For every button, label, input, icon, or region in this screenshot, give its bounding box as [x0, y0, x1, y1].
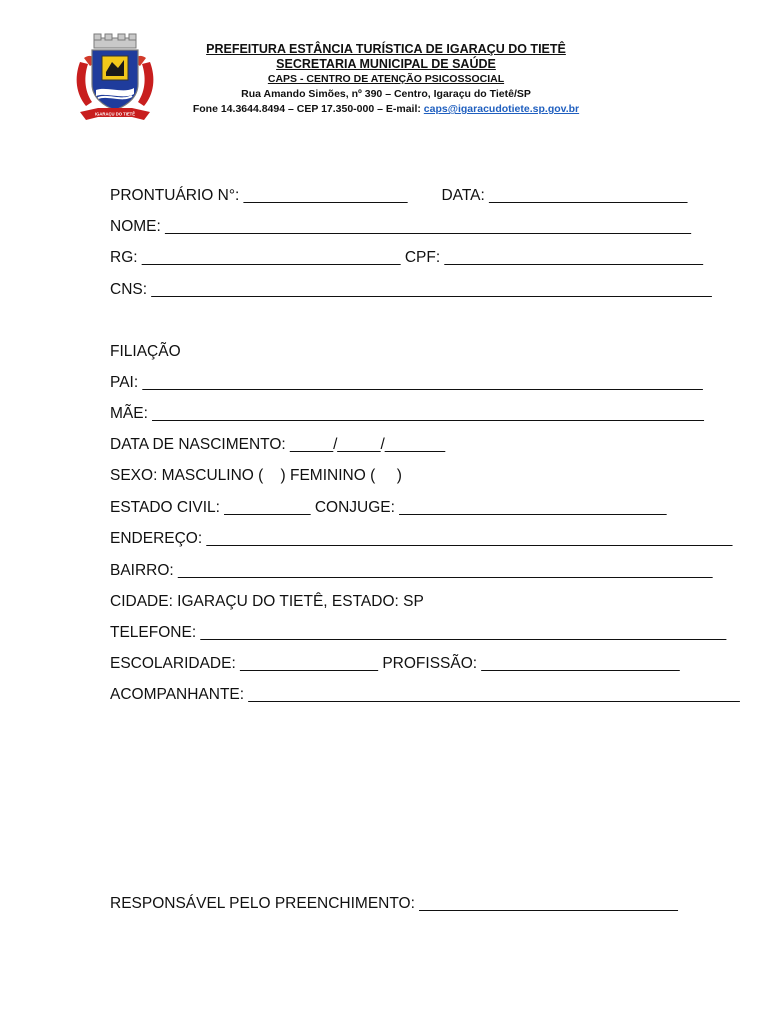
cns-label: CNS: [110, 281, 148, 298]
letterhead-contact [166, 102, 606, 117]
letterhead-caps: CAPS - CENTRO DE ATENÇÃO PSICOSSOCIAL [267, 73, 505, 85]
form-row-rg-cpf [110, 248, 703, 268]
form-row-nome [110, 217, 691, 237]
bairro-field[interactable]: ______________________________________________________________ [178, 562, 713, 579]
form-row-cns [110, 280, 712, 300]
acompanhante-label: ACOMPANHANTE: [110, 686, 245, 703]
mae-field[interactable]: ________________________________________________________________ [152, 405, 704, 422]
nome-label: NOME: [110, 218, 161, 235]
form-row-endereco [110, 529, 732, 549]
acompanhante-field[interactable]: _________________________________________________________ [248, 686, 740, 703]
estado-civil-label: ESTADO CIVIL: [110, 499, 220, 516]
profissao-label: PROFISSÃO: [382, 655, 478, 672]
coat-of-arms-icon [72, 32, 158, 128]
nascimento-field[interactable]: _____/_____/_______ [290, 436, 446, 453]
prontuario-field[interactable]: ___________________ [243, 187, 408, 204]
form-row-cidade: CIDADE: IGARAÇU DO TIETÊ, ESTADO: SP [110, 593, 424, 610]
letterhead-prefeitura: PREFEITURA ESTÂNCIA TURÍSTICA DE IGARAÇU DO TIETÊ [206, 42, 566, 56]
letterhead-address: Rua Amando Simões, nº 390 – Centro, Igaraçu do Tietê/SP [241, 88, 531, 100]
prontuario-label: PRONTUÁRIO N°: [110, 187, 240, 204]
email-link[interactable]: caps@igaracudotiete.sp.gov.br [423, 103, 580, 115]
letterhead-phone-cep: Fone 14.3644.8494 – CEP 17.350-000 – E-mail: [192, 103, 424, 115]
estado-civil-field[interactable]: __________ [224, 499, 311, 516]
escolaridade-label: ESCOLARIDADE: [110, 655, 236, 672]
mae-label: MÃE: [110, 405, 148, 422]
data-field[interactable]: _______________________ [489, 187, 688, 204]
conjuge-field[interactable]: _______________________________ [399, 499, 667, 516]
bairro-label: BAIRRO: [110, 562, 174, 579]
form-row-estado-civil [110, 498, 666, 518]
letterhead-secretaria: SECRETARIA MUNICIPAL DE SAÚDE [276, 57, 496, 71]
form-row-telefone [110, 623, 726, 643]
form-row-pai [110, 373, 703, 393]
endereco-field[interactable]: _____________________________________________________________ [206, 530, 733, 547]
pai-label: PAI: [110, 374, 139, 391]
telefone-field[interactable]: _____________________________________________________________ [200, 624, 727, 641]
responsavel-label: RESPONSÁVEL PELO PREENCHIMENTO: [110, 895, 415, 912]
conjuge-label: CONJUGE: [314, 499, 395, 516]
letterhead [166, 42, 606, 117]
filiacao-heading: FILIAÇÃO [110, 343, 181, 360]
responsavel-field[interactable]: ______________________________ [419, 895, 678, 912]
nascimento-label: DATA DE NASCIMENTO: [110, 436, 286, 453]
form-row-responsavel [110, 894, 678, 914]
telefone-label: TELEFONE: [110, 624, 197, 641]
profissao-field[interactable]: _______________________ [481, 655, 680, 672]
form-row-acompanhante [110, 685, 740, 705]
form-row-mae [110, 404, 704, 424]
data-label: DATA: [441, 187, 485, 204]
escolaridade-field[interactable]: ________________ [240, 655, 379, 672]
cns-field[interactable]: _________________________________________________________________ [151, 281, 712, 298]
form-row-bairro [110, 561, 713, 581]
pai-field[interactable]: _________________________________________________________________ [142, 374, 703, 391]
form-row-prontuario [110, 186, 687, 206]
endereco-label: ENDEREÇO: [110, 530, 203, 547]
rg-label: RG: [110, 249, 138, 266]
nome-field[interactable]: _____________________________________________________________ [165, 218, 691, 235]
form-row-escolaridade [110, 654, 680, 674]
cpf-field[interactable]: ______________________________ [444, 249, 704, 266]
rg-field[interactable]: ______________________________ [141, 249, 401, 266]
cpf-label: CPF: [404, 249, 441, 266]
form-row-nascimento [110, 435, 445, 455]
svg-text:IGARAÇU DO TIETÊ: IGARAÇU DO TIETÊ [94, 111, 136, 117]
form-row-sexo[interactable]: SEXO: MASCULINO ( ) FEMININO ( ) [110, 467, 402, 484]
